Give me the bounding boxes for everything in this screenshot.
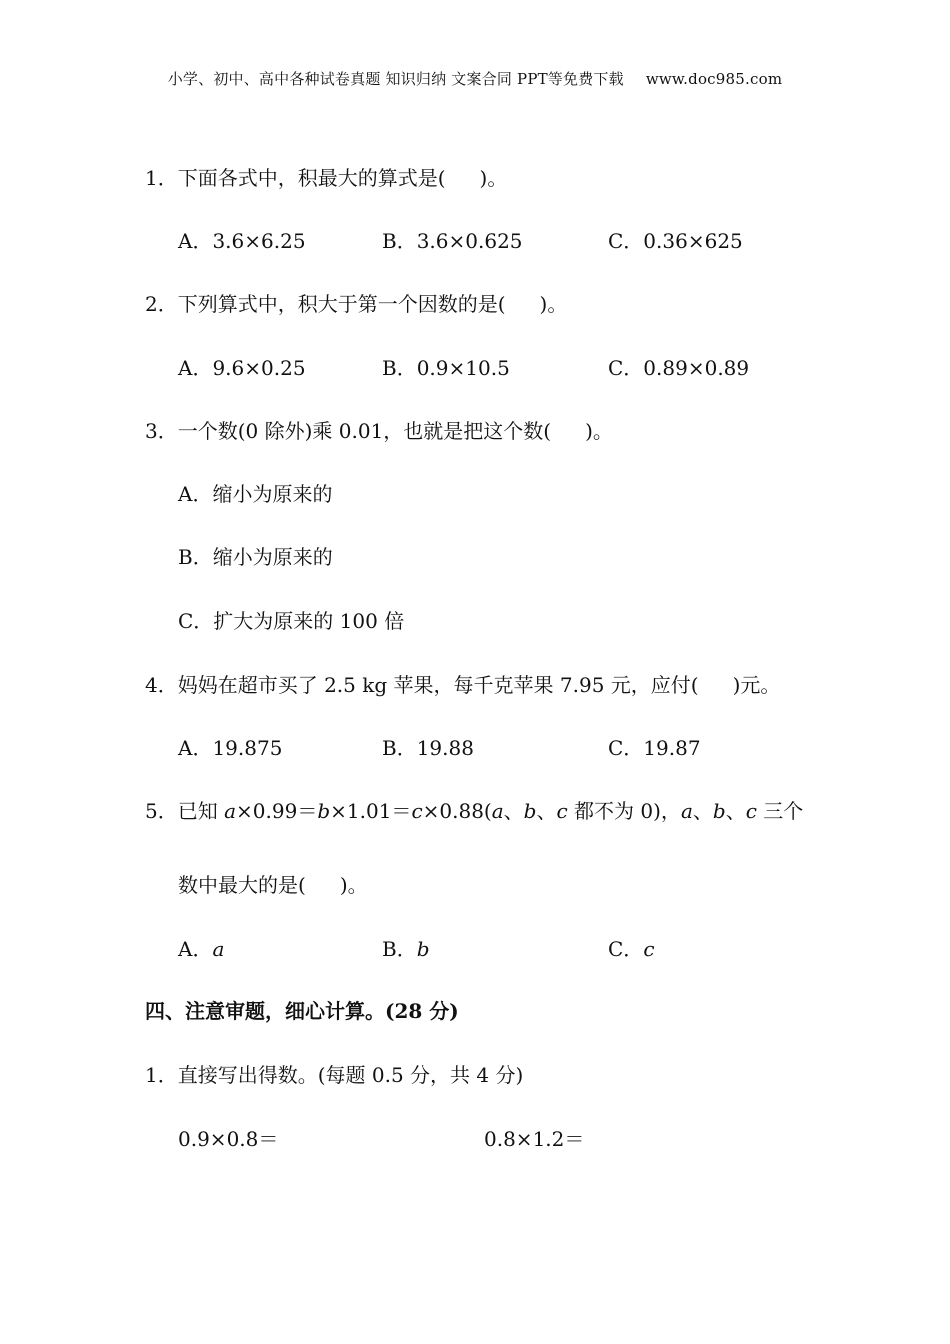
q1-stem-text: 1．下面各式中，积最大的算式是( [145,166,446,190]
var-c: c [556,799,568,823]
q1-option-c: C．0.36×625 [608,229,743,253]
var-c: c [411,799,423,823]
q3-option-a: A．缩小为原来的 [178,482,333,506]
q1-option-b: B．3.6×0.625 [382,229,523,253]
question-5-stem [145,798,803,824]
q5-stem-end: )。 [339,873,368,897]
q5-text: 已知 [177,799,225,823]
q4-option-b: B．19.88 [382,736,474,760]
q5-option-a [178,936,224,962]
q3-stem-end: )。 [585,419,613,443]
q5-option-b [382,936,430,962]
q2-option-a: A．9.6×0.25 [178,356,306,380]
q3-option-c: C．扩大为原来的 100 倍 [178,609,405,633]
q5-text: 、 [536,799,557,823]
q5-number: 5． [145,799,178,823]
option-label: A． [178,937,213,961]
q2-stem-end: )。 [539,292,568,316]
q4-option-a: A．19.875 [178,736,283,760]
question-3-stem [145,418,613,444]
var-b: b [712,799,726,823]
question-1-stem [145,165,507,191]
q4-stem-text: 4．妈妈在超市买了 2.5 kg 苹果，每千克苹果 7.95 元，应付( [145,673,699,697]
q5-stem-text: 数中最大的是( [178,873,306,897]
calc-item-2: 0.8×1.2＝ [484,1127,585,1151]
q5-text: 、 [692,799,713,823]
section-4-subquestion-1: 1．直接写出得数。(每题 0.5 分，共 4 分) [145,1063,524,1087]
header-site-link[interactable]: www.doc985.com [645,70,783,88]
option-label: C． [608,937,644,961]
var-b: b [317,799,331,823]
q2-option-b: B．0.9×10.5 [382,356,510,380]
var-c: c [643,937,655,961]
q5-text: 三个 [756,799,804,823]
var-a: a [224,799,237,823]
var-b: b [416,937,430,961]
q2-stem-text: 2．下列算式中，积大于第一个因数的是( [145,292,506,316]
question-2-stem [145,291,567,317]
question-4-stem [145,672,780,698]
q3-stem-text: 3．一个数(0 除外)乘 0.01，也就是把这个数( [145,419,552,443]
q1-stem-end: )。 [479,166,508,190]
page-header [0,68,950,89]
q5-option-c [608,936,655,962]
option-label: B． [382,937,417,961]
var-a: a [491,799,504,823]
q5-text: 都不为 0)， [567,799,681,823]
q5-text: 、 [503,799,524,823]
q4-option-c: C．19.87 [608,736,701,760]
var-a: a [680,799,693,823]
q5-text: 、 [725,799,746,823]
question-5-stem-line2 [178,872,368,898]
q4-stem-end: )元。 [732,673,781,697]
var-c: c [745,799,757,823]
section-4-title: 四、注意审题，细心计算。(28 分) [145,999,459,1023]
var-b: b [523,799,537,823]
q5-text: ×0.99＝ [236,799,318,823]
var-a: a [212,937,225,961]
calc-item-1: 0.9×0.8＝ [178,1127,279,1151]
q3-option-b: B．缩小为原来的 [178,545,333,569]
q1-option-a: A．3.6×6.25 [178,229,306,253]
header-title: 小学、初中、高中各种试卷真题 知识归纳 文案合同 PPT等免费下载 [167,70,624,88]
q5-text: ×1.01＝ [330,799,412,823]
q2-option-c: C．0.89×0.89 [608,356,750,380]
q5-text: ×0.88( [422,799,492,823]
